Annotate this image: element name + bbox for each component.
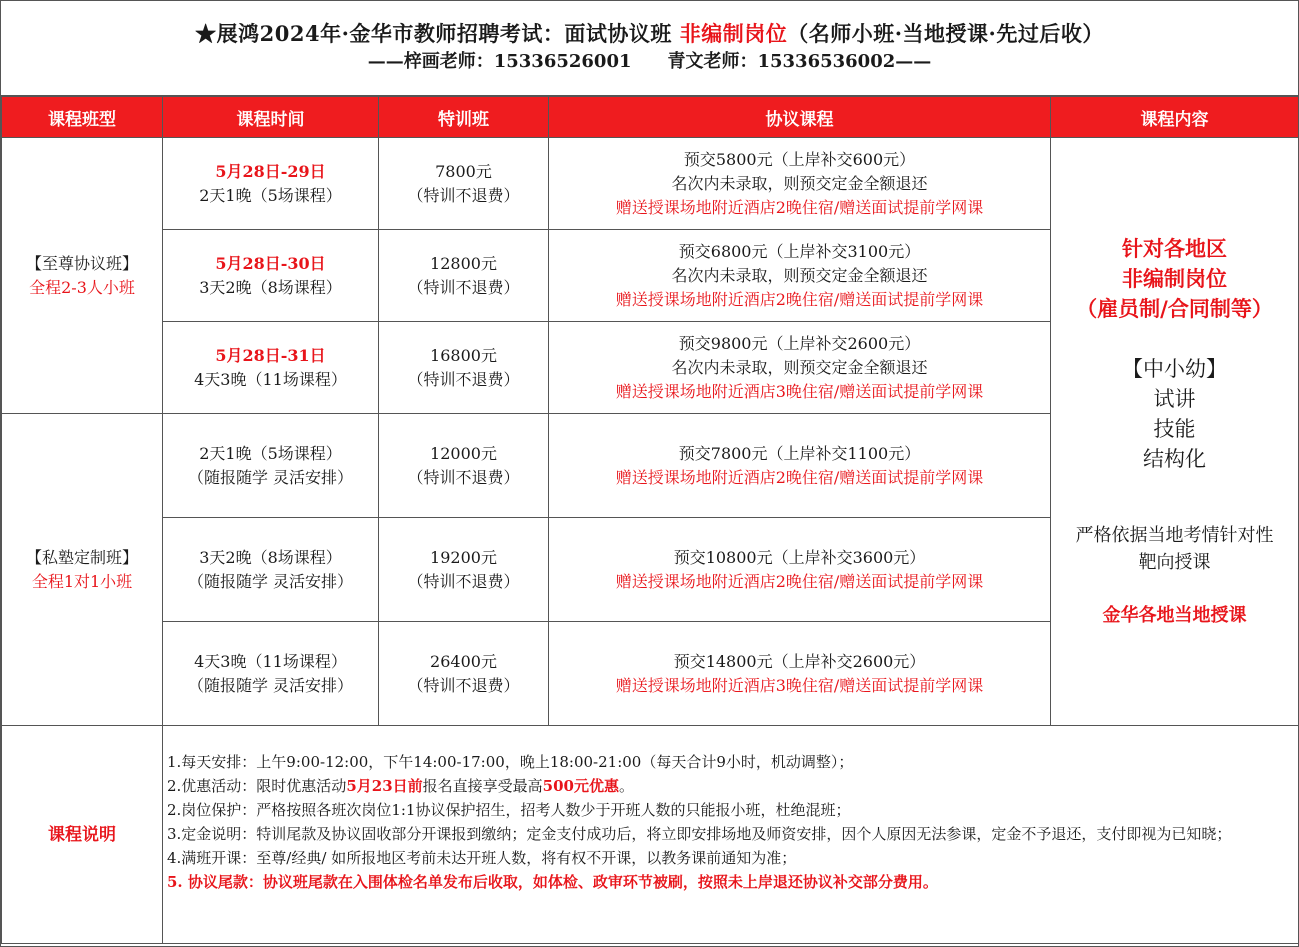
content-line3: （雇员制/合同制等） bbox=[1076, 296, 1273, 321]
date-range: 5月28日-31日 bbox=[215, 345, 326, 365]
price-note: （特训不退费） bbox=[407, 185, 520, 205]
content-level: 【中小幼】 bbox=[1122, 357, 1227, 381]
agreement-cell bbox=[549, 322, 1051, 414]
deposit: 预交5800元（上岸补交600元） bbox=[683, 149, 916, 169]
col-header-time: 课程时间 bbox=[163, 97, 379, 138]
course-table bbox=[1, 96, 1299, 944]
price: 7800元 bbox=[435, 161, 492, 181]
price-note: （特训不退费） bbox=[407, 571, 520, 591]
content-local: 金华各地当地授课 bbox=[1102, 605, 1247, 626]
deposit: 预交10800元（上岸补交3600元） bbox=[673, 547, 926, 567]
price: 16800元 bbox=[430, 345, 497, 365]
price-note: （特训不退费） bbox=[407, 277, 520, 297]
refund-note: 名次内未录取，则预交定金全额退还 bbox=[671, 357, 928, 377]
page-title bbox=[1, 1, 1298, 49]
group-name: 【至尊协议班】 bbox=[25, 253, 138, 273]
price: 12000元 bbox=[430, 443, 497, 463]
contact-line: ——梓画老师：15336526001 青文老师：15336536002—— bbox=[367, 51, 932, 72]
content-line2: 非编制岗位 bbox=[1122, 266, 1227, 291]
note-line: 5. 协议尾款：协议班尾款在入围体检名单发布后收取，如体检、政审环节被刷，按照未上岸退还协议补交部分费用。 bbox=[167, 873, 938, 891]
time-cell bbox=[163, 622, 379, 726]
price-cell bbox=[379, 518, 549, 622]
time-note: （随报随学 灵活安排） bbox=[187, 571, 354, 591]
time-cell bbox=[163, 414, 379, 518]
price: 12800元 bbox=[430, 253, 497, 273]
content-desc2: 靶向授课 bbox=[1138, 552, 1211, 573]
gift-note: 赠送授课场地附近酒店3晚住宿/赠送面试提前学网课 bbox=[615, 381, 984, 401]
deposit: 预交14800元（上岸补交2600元） bbox=[673, 651, 926, 671]
price-cell bbox=[379, 414, 549, 518]
duration: 2天1晚（5场课程） bbox=[199, 185, 342, 205]
note-line: 1.每天安排：上午9:00-12:00，下午14:00-17:00，晚上18:00-21:00（每天合计9小时，机动调整）； bbox=[167, 753, 854, 771]
time-cell bbox=[163, 518, 379, 622]
refund-note: 名次内未录取，则预交定金全额退还 bbox=[671, 173, 928, 193]
group-cell-private bbox=[2, 414, 163, 726]
note-line: 4.满班开课：至尊/经典/ 如所报地区考前未达开班人数，将有权不开课，以教务课前通知为准； bbox=[167, 849, 797, 867]
col-header-class-type: 课程班型 bbox=[2, 97, 163, 138]
content-line1: 针对各地区 bbox=[1122, 236, 1227, 261]
date-range: 5月28日-30日 bbox=[215, 253, 326, 273]
refund-note: 名次内未录取，则预交定金全额退还 bbox=[671, 265, 928, 285]
time-note: （随报随学 灵活安排） bbox=[187, 467, 354, 487]
time-cell bbox=[163, 230, 379, 322]
content-item: 试讲 bbox=[1153, 387, 1196, 411]
agreement-cell bbox=[549, 518, 1051, 622]
time-cell bbox=[163, 138, 379, 230]
duration: 4天3晚（11场课程） bbox=[194, 369, 347, 389]
time-note: （随报随学 灵活安排） bbox=[187, 675, 354, 695]
group-desc: 全程1对1小班 bbox=[31, 571, 133, 591]
title-part2: （名师小班·当地授课·先过后收） bbox=[787, 21, 1104, 46]
content-item: 技能 bbox=[1153, 417, 1196, 441]
price-note: （特训不退费） bbox=[407, 369, 520, 389]
agreement-cell bbox=[549, 414, 1051, 518]
agreement-cell bbox=[549, 230, 1051, 322]
group-name: 【私塾定制班】 bbox=[25, 547, 138, 567]
price-note: （特训不退费） bbox=[407, 467, 520, 487]
deposit: 预交6800元（上岸补交3100元） bbox=[678, 241, 921, 261]
content-desc1: 严格依据当地考情针对性 bbox=[1075, 525, 1274, 546]
page-header bbox=[1, 1, 1298, 96]
gift-note: 赠送授课场地附近酒店3晚住宿/赠送面试提前学网课 bbox=[615, 675, 984, 695]
date-range: 5月28日-29日 bbox=[215, 161, 326, 181]
table-row bbox=[2, 138, 1299, 230]
price: 19200元 bbox=[430, 547, 497, 567]
notes-label: 课程说明 bbox=[2, 726, 163, 944]
duration: 4天3晚（11场课程） bbox=[194, 651, 347, 671]
col-header-intensive: 特训班 bbox=[379, 97, 549, 138]
col-header-agreement: 协议课程 bbox=[549, 97, 1051, 138]
price-note: （特训不退费） bbox=[407, 675, 520, 695]
group-desc: 全程2-3人小班 bbox=[29, 277, 135, 297]
duration: 3天2晚（8场课程） bbox=[199, 277, 342, 297]
gift-note: 赠送授课场地附近酒店2晚住宿/赠送面试提前学网课 bbox=[615, 289, 984, 309]
price-cell bbox=[379, 322, 549, 414]
note-line: 3.定金说明：特训尾款及协议固收部分开课报到缴纳；定金支付成功后，将立即安排场地及师资安排，因个人原因无法参课，定金不予退还，支付即视为已知晓； bbox=[167, 825, 1232, 843]
notes-cell bbox=[163, 726, 1299, 944]
title-highlight: 非编制岗位 bbox=[679, 21, 788, 46]
gift-note: 赠送授课场地附近酒店2晚住宿/赠送面试提前学网课 bbox=[615, 467, 984, 487]
price-cell bbox=[379, 230, 549, 322]
duration: 2天1晚（5场课程） bbox=[199, 443, 342, 463]
time-cell bbox=[163, 322, 379, 414]
deposit: 预交7800元（上岸补交1100元） bbox=[678, 443, 921, 463]
notes-row bbox=[2, 726, 1299, 944]
agreement-cell bbox=[549, 622, 1051, 726]
title-part1: ★展鸿2024年·金华市教师招聘考试：面试协议班 bbox=[195, 21, 672, 46]
note-line: 2.优惠活动：限时优惠活动5月23日前报名直接享受最高500元优惠。 bbox=[167, 777, 634, 795]
agreement-cell bbox=[549, 138, 1051, 230]
price-cell bbox=[379, 138, 549, 230]
gift-note: 赠送授课场地附近酒店2晚住宿/赠送面试提前学网课 bbox=[615, 197, 984, 217]
table-header-row bbox=[2, 97, 1299, 138]
duration: 3天2晚（8场课程） bbox=[199, 547, 342, 567]
deposit: 预交9800元（上岸补交2600元） bbox=[678, 333, 921, 353]
group-cell-premium bbox=[2, 138, 163, 414]
price: 26400元 bbox=[430, 651, 497, 671]
col-header-content: 课程内容 bbox=[1051, 97, 1299, 138]
content-cell bbox=[1051, 138, 1299, 726]
price-cell bbox=[379, 622, 549, 726]
content-item: 结构化 bbox=[1143, 447, 1206, 471]
note-line: 2.岗位保护：严格按照各班次岗位1:1协议保护招生，招考人数少于开班人数的只能报小班，杜绝混班； bbox=[167, 801, 851, 819]
gift-note: 赠送授课场地附近酒店2晚住宿/赠送面试提前学网课 bbox=[615, 571, 984, 591]
